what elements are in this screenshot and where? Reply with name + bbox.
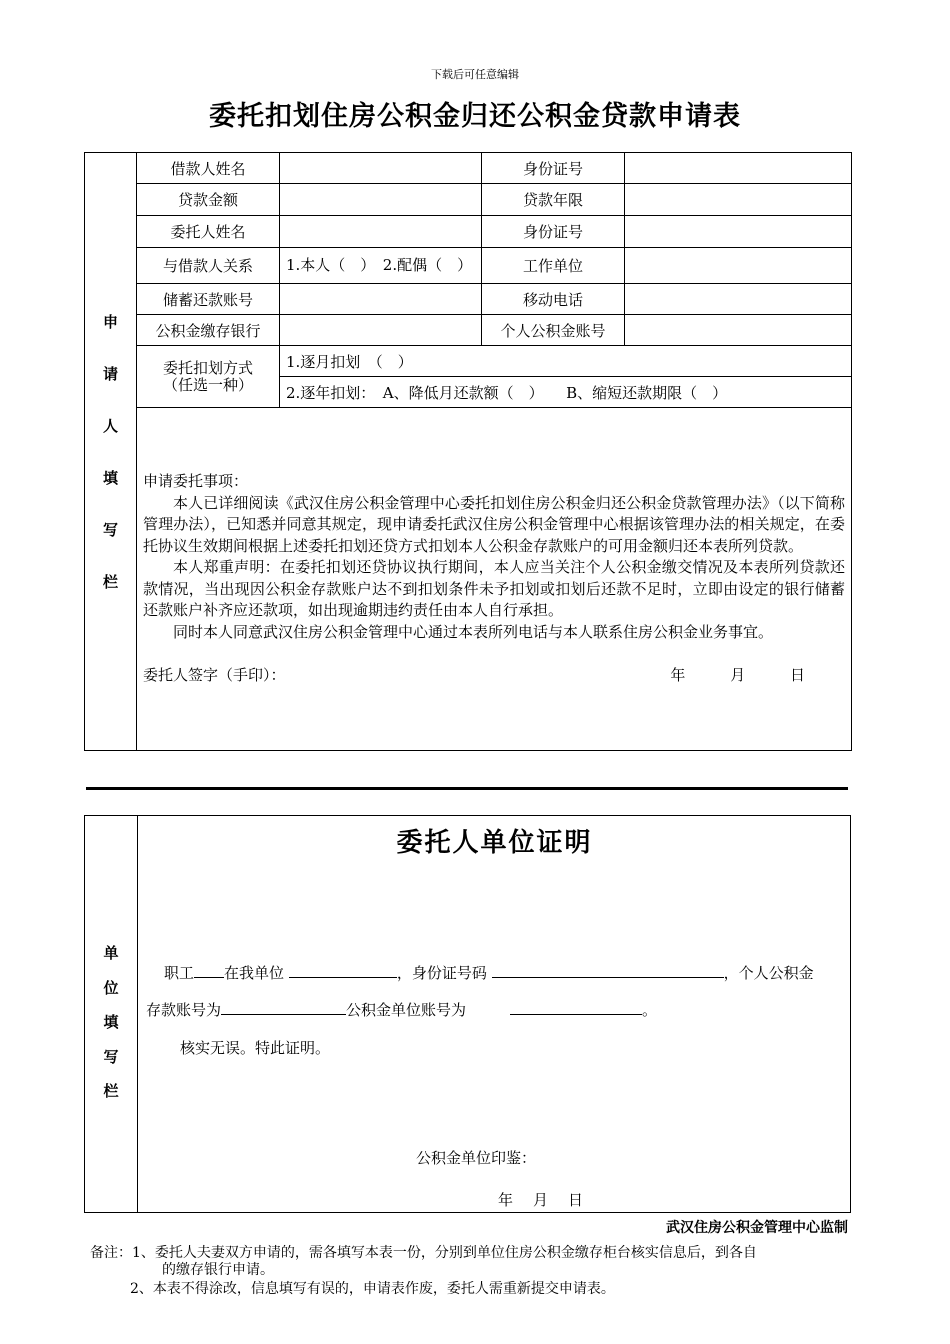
employer-field[interactable]	[625, 248, 852, 284]
fund-account-label: 个人公积金账号	[482, 315, 625, 346]
employee-name-blank[interactable]	[194, 963, 224, 978]
loan-amount-field[interactable]	[280, 184, 482, 216]
personal-account-blank[interactable]	[221, 1000, 346, 1015]
unit-account-blank[interactable]	[510, 1000, 642, 1015]
statement-heading: 申请委托事项：	[143, 472, 249, 491]
signature-row	[143, 665, 845, 687]
remark-2: 2、本表不得涂改，信息填写有误的，申请表作废，委托人需重新提交申请表。	[130, 1281, 615, 1297]
section-divider	[86, 787, 848, 790]
mobile-phone-field[interactable]	[625, 284, 852, 315]
remark-1-cont: 的缴存银行申请。	[162, 1262, 274, 1278]
relationship-label: 与借款人关系	[137, 248, 280, 284]
mobile-phone-label: 移动电话	[482, 284, 625, 315]
id-number-blank[interactable]	[492, 963, 724, 978]
unit-seal-label: 公积金单位印鉴：	[416, 1149, 537, 1167]
statement-paragraph: 本人郑重声明：在委托扣划还贷协议执行期间，本人应当关注个人公积金缴交情况及本表所列贷款还款情况，当出现因公积金存款账户达不到扣划条件未予扣划或扣划后还款不足时，立即由设定的银行储蓄还款账户补齐应还款项，如出现逾期违约责任由本人自行承担。	[143, 558, 845, 620]
unit-verify-text: 核实无误。特此证明。	[180, 1039, 331, 1057]
yearly-deduction-option[interactable]: 2.逐年扣划： A、降低月还款额（ ） B、缩短还款期限（ ）	[280, 377, 852, 408]
borrower-name-label: 借款人姓名	[137, 153, 280, 184]
unit-date: 年 月 日	[498, 1191, 584, 1209]
employer-label: 工作单位	[482, 248, 625, 284]
principal-id-field[interactable]	[625, 216, 852, 248]
loan-amount-label: 贷款金额	[137, 184, 280, 216]
savings-account-field[interactable]	[280, 284, 482, 315]
statement-paragraph: 本人已详细阅读《武汉住房公积金管理中心委托扣划住房公积金归还公积金贷款管理办法》（以下简称管理办法），已知悉并同意其规定，现申请委托武汉住房公积金管理中心根据该管理办法的相关规定，在委托协议生效期间根据上述委托扣划还贷方式扣划本人公积金存款账户的可用金额归还本表所列贷款。	[143, 493, 845, 555]
fund-account-field[interactable]	[625, 315, 852, 346]
deposit-bank-field[interactable]	[280, 315, 482, 346]
supervisor-note: 武汉住房公积金管理中心监制	[666, 1220, 848, 1236]
remark-1: 备注：1、委托人夫妻双方申请的，需各填写本表一份，分别到单位住房公积金缴存柜台核实信息后，到各自	[90, 1245, 757, 1261]
unit-line-accounts: 存款账号为 公积金单位账号为 。	[146, 1001, 658, 1019]
unit-certificate-title: 委托人单位证明	[396, 828, 593, 858]
top-note: 下载后可任意编辑	[431, 68, 519, 81]
unit-line-employee: 职工 在我单位 ，身份证号码 ，个人公积金	[164, 964, 814, 982]
monthly-deduction-option[interactable]: 1.逐月扣划 （ ）	[280, 346, 852, 377]
authorization-statement	[137, 408, 852, 751]
deposit-bank-label: 公积金缴存银行	[137, 315, 280, 346]
borrower-name-field[interactable]	[280, 153, 482, 184]
deduction-method-label: 委托扣划方式 （任选一种）	[137, 346, 280, 408]
signature-date: 年 月 日	[670, 666, 805, 685]
principal-id-label: 身份证号	[482, 216, 625, 248]
unit-side-label: 单 位 填 写 栏	[103, 944, 119, 1100]
savings-account-label: 储蓄还款账号	[137, 284, 280, 315]
signature-label[interactable]: 委托人签字（手印）：	[143, 666, 286, 685]
page-title: 委托扣划住房公积金归还公积金贷款申请表	[209, 101, 741, 132]
employee-blank[interactable]	[289, 963, 397, 978]
loan-term-label: 贷款年限	[482, 184, 625, 216]
principal-name-field[interactable]	[280, 216, 482, 248]
loan-term-field[interactable]	[625, 184, 852, 216]
borrower-id-field[interactable]	[625, 153, 852, 184]
principal-name-label: 委托人姓名	[137, 216, 280, 248]
statement-paragraph: 同时本人同意武汉住房公积金管理中心通过本表所列电话与本人联系住房公积金业务事宜。	[173, 622, 774, 641]
applicant-form-table	[84, 152, 852, 751]
relationship-options[interactable]: 1.本人（ ） 2.配偶（ ）	[280, 248, 482, 284]
borrower-id-label: 身份证号	[482, 153, 625, 184]
remarks	[90, 1245, 810, 1298]
applicant-side-label: 申 请 人 填 写 栏	[85, 153, 137, 751]
